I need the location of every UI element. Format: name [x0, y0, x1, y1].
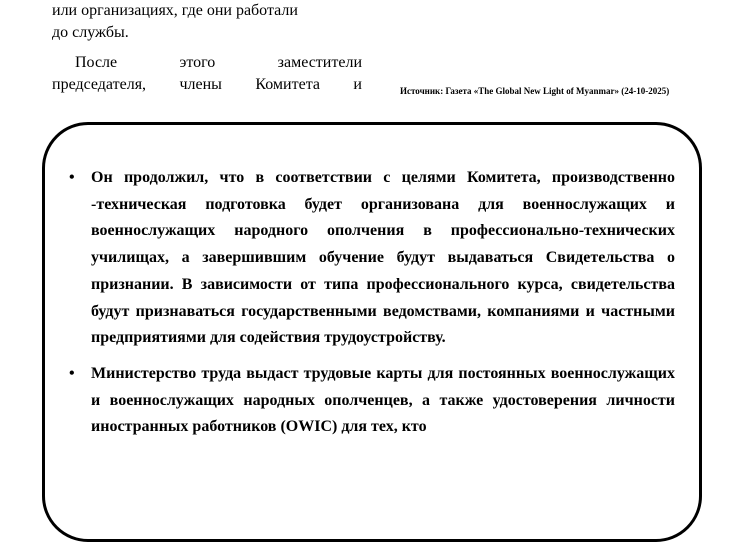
source-note: Источник: Газета «The Global New Light of Myanmar» (24-10-2025): [400, 86, 670, 96]
box-bullet-list: [69, 165, 675, 450]
bullet-icon: •: [69, 169, 75, 186]
list-item: [69, 165, 675, 352]
paragraph-2-line-2: председателя, члены Комитета и: [52, 76, 362, 93]
list-item-text: Министерство труда выдаст трудовые карты для постоянных военнослужащих и военнослужащих народных ополченцев, а также удостоверения личности иностранных работников (OWIC) для тех, кто: [91, 364, 675, 436]
paragraph-1-line-1: или организациях, где они работали: [52, 2, 298, 19]
article-column: [52, 0, 362, 96]
paragraph-1-line-2: до службы.: [52, 24, 129, 41]
bullet-icon: •: [69, 364, 75, 382]
paragraph-next: [52, 52, 362, 74]
paragraph-continuation: [52, 0, 362, 44]
list-item: [69, 361, 675, 441]
list-item-text: Он продолжил, что в соответствии с целями Комитета, производственно -техническая подготовка будет организована для военнослужащих и военнослужащих народного ополчения в профессионально-технических училищах, а завершившим обучение будут выдаваться Свидетельства о признании. В зависимости от типа профессионального курса, свидетельства будут признаваться государственными ведомствами, компаниями и частными предприятиями для содействия трудоустройству.: [91, 169, 675, 347]
paragraph-next-cont: [52, 74, 362, 96]
paragraph-2-line-1: После этого заместители: [75, 54, 362, 71]
